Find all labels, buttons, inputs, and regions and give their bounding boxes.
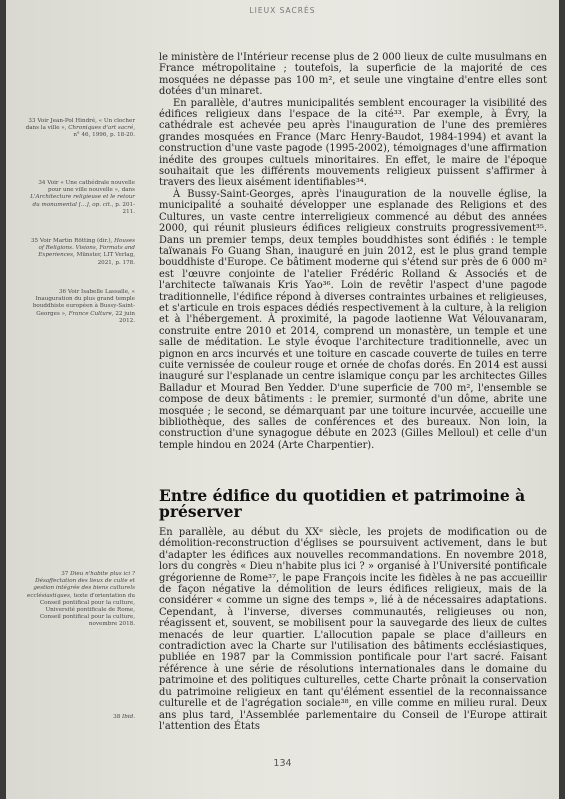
paragraph: En parallèle, au début du XXᵉ siècle, les projets de modification ou de démolition-reconstruction d'églises se poursuivent activement, dans le but d'adapter les édifices aux nouvelles recommandations. En novembre 2018, lors du congrès « Dieu n'habite plus ici ? » organisé à l'Université pontificale grégorienne de Rome³⁷, le pape François incite les fidèles à ne pas accueillir de façon négative la démolition de leurs édifices religieux, mais de la considérer « comme un signe des temps », lié à de nécessaires adaptations. Cependant, à l'inverse, diverses communautés, religieuses ou non, réagissent et, souvent, se mobilisent pour la sauvegarde des lieux de cultes menacés de leur quartier. L'allocution papale se place d'ailleurs en contradiction avec la Charte sur l'utilisation des bâtiments ecclésiastiques, publiée en 1987 par la Commission pontificale pour l'art sacré. Faisant référence à une série de résolutions internationales dans le domaine du patrimoine et des politiques culturelles, cette Charte prônait la conservation du patrimoine religieux en tant qu'élément essentiel de la reconnaissance culturelle et de l'agrégation sociale³⁸, en ville comme en milieu rural. Deux ans plus tard, l'Assemblée parlementaire du Conseil de l'Europe attirait l'attention des États [159, 527, 547, 732]
page-number: 134 [273, 758, 292, 769]
paragraph: En parallèle, d'autres municipalités semblent encourager la visibilité des édifices religieux dans l'espace de la cité³³. Par exemple, à Évry, la cathédrale est achevée peu après l'inauguration de l'une des premières grandes mosquées en France (Marc Henry-Baudot, 1984-1994) et avant la construction d'une vaste pagode (1995-2002), témoignages d'une affirmation inédite des groupes cultuels minoritaires. En effet, le maire de l'époque souhaitait que les différents mouvements religieux puissent s'affirmer à travers des lieux aisément identifiables³⁴. [159, 97, 547, 189]
paragraph: le ministère de l'Intérieur recense plus de 2 000 lieux de culte musulmans en France métropolitaine ; toutefois, la superficie de la majorité de ces mosquées ne dépasse pas 100 m², et seule une vingtaine d'entre elles sont dotées d'un minaret. [159, 52, 547, 98]
footnote-37: 37 Dieu n'habite plus ici ? Désaffectation des lieux de culte et gestion intégrée des biens culturels ecclésiastiques, texte d'orientation du Conseil pontifical pour la culture, Université pontificale de Rome, Conseil pontifical pour la culture, novembre 2018. [27, 571, 135, 628]
book-page [6, 0, 559, 799]
footnote-34: 34 Voir « Une cathédrale nouvelle pour une ville nouvelle », dans L'Architecture religieuse et le retour du monumental […], op. cit., p. 201-211. [30, 180, 135, 215]
running-header: LIEUX SACRÉS [249, 6, 316, 15]
footnote-36: 36 Voir Isabelle Lassalle, « Inauguration du plus grand temple bouddhiste européen à Bussy-Saint-Georges », France Culture, 22 juin 2012. [32, 289, 135, 324]
footnote-35: 35 Voir Martin Rötting (dir.), Houses of Religions. Visions, Formats and Experiences, Münster, LIT Verlag, 2021, p. 178. [30, 238, 135, 266]
section-heading: Entre édifice du quotidien et patrimoine à préserver [159, 486, 526, 521]
footnote-33: 33 Voir Jean-Pol Hindré, « Un clocher dans la ville », Chroniques d'art sacré, n° 46, 1996, p. 18-20. [25, 118, 135, 139]
body-text-bottom [159, 527, 547, 732]
body-text-top [159, 52, 547, 451]
paragraph: À Bussy-Saint-Georges, après l'inauguration de la nouvelle église, la municipalité a souhaité développer une esplanade des Religions et des Cultures, un vaste centre interreligieux commencé au début des années 2000, qui réunit plusieurs édifices religieux construits progressivement³⁵. Dans un premier temps, deux temples bouddhistes sont édifiés : le temple taïwanais Fo Guang Shan, inauguré en juin 2012, est le plus grand temple bouddhiste d'Europe. Ce bâtiment moderne qui s'étend sur près de 6 000 m² est l'œuvre conjointe de l'atelier Frédéric Rolland & Associés et de l'architecte taïwanais Kris Yao³⁶. Loin de revêtir l'aspect d'une pagode traditionnelle, l'édifice répond à diverses contraintes urbaines et religieuses, et s'articule en trois espaces dédiés respectivement à la culture, à la religion et à l'hébergement. À proximité, la pagode laotienne Wat Vélouvanaram, construite entre 2010 et 2014, comprend un monastère, un temple et une salle de méditation. Le style évoque l'architecture traditionnelle, avec un pignon en arcs incurvés et une toiture en cascade couverte de tuiles en terre cuite vernissée de couleur rouge et ornée de chofas dorés. En 2014 est aussi inauguré sur l'esplanade un centre islamique conçu par les architectes Gilles Balladur et Mourad Ben Yedder. D'une superficie de 700 m², l'ensemble se compose de deux bâtiments : le premier, surmonté d'un dôme, abrite une mosquée ; le second, se démarquant par une toiture incurvée, accueille une bibliothèque, des salles de conférences et des bureaux. Non loin, la construction d'une synagogue débute en 2023 (Gilles Melloul) et celle d'un temple hindou en 2024 (Arte Charpentier). [159, 188, 547, 451]
footnote-38: 38 Ibid. [113, 714, 135, 720]
